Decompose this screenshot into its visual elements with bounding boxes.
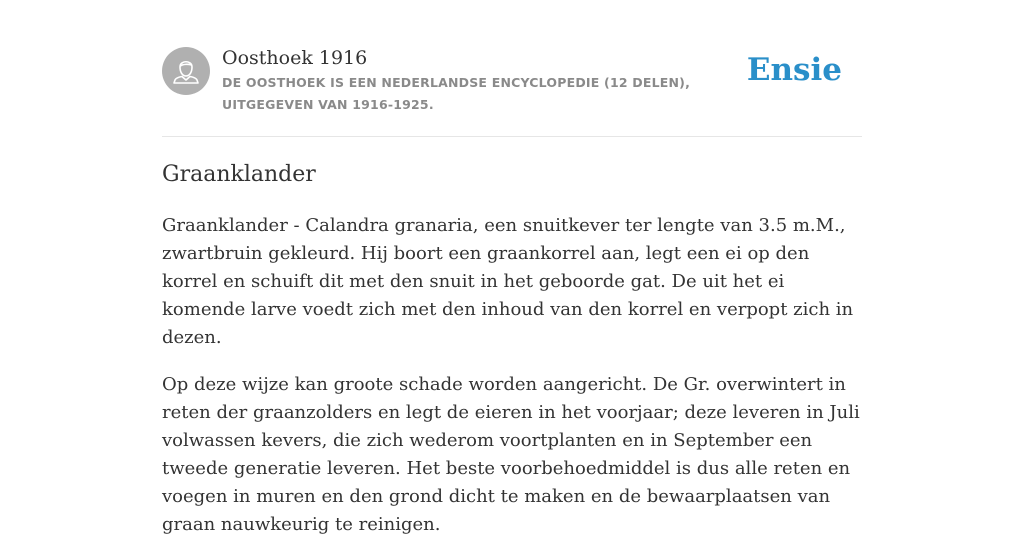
source-description: DE OOSTHOEK IS EEN NEDERLANDSE ENCYCLOPEDIE (12 DELEN), UITGEGEVEN VAN 1916-1925. bbox=[222, 75, 691, 112]
ensie-logo[interactable]: Ensie bbox=[746, 52, 842, 88]
source-avatar[interactable] bbox=[162, 47, 210, 95]
user-outline-icon bbox=[162, 47, 210, 95]
article-paragraph: Graanklander - Calandra granaria, een snuitkever ter lengte van 3.5 m.M., zwartbruin gekleurd. Hij boort een graankorrel aan, legt een ei op den korrel en schuift dit met den snuit in het geboorde gat. De uit het ei komende larve voedt zich met den inhoud van den korrel en verpopt zich in dezen. bbox=[162, 215, 854, 348]
article-paragraph: Op deze wijze kan groote schade worden aangericht. De Gr. overwintert in reten der graanzolders en legt de eieren in het voorjaar; deze leveren in Juli volwassen kevers, die zich wederom voortplanten en in September een tweede generatie leveren. Het beste voorbehoedmiddel is dus alle reten en voegen in muren en den grond dicht te maken en de bewaarplaatsen van graan nauwkeurig te reinigen. bbox=[162, 374, 860, 535]
source-title[interactable]: Oosthoek 1916 bbox=[222, 47, 368, 69]
article-body bbox=[162, 212, 862, 558]
article-title: Graanklander bbox=[162, 162, 316, 187]
source-header bbox=[162, 46, 862, 137]
